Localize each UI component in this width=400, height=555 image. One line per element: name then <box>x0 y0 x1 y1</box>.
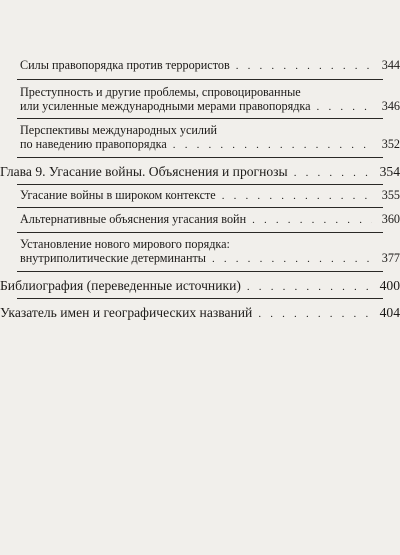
toc-entry-title-line: Преступность и другие проблемы, спровоцированные <box>20 85 301 99</box>
toc-chapter-title: Глава 9. Угасание войны. Объяснения и прогнозы <box>0 164 288 179</box>
divider <box>17 298 383 299</box>
toc-page-number: 354 <box>379 164 400 179</box>
toc-entry[interactable] <box>0 58 400 73</box>
toc-page-number: 355 <box>381 188 400 202</box>
toc-entry-title: Угасание войны в широком контексте <box>20 188 216 202</box>
dot-leader <box>258 306 372 322</box>
toc-page-number: 346 <box>381 99 400 113</box>
toc-chapter-title: Библиография (переведенные источники) <box>0 278 241 293</box>
divider <box>17 271 383 272</box>
dot-leader <box>247 279 372 295</box>
toc-entry-title-line: внутриполитические детерминанты <box>20 251 206 265</box>
divider <box>17 184 383 185</box>
divider <box>17 232 383 233</box>
toc-entry[interactable] <box>0 212 400 227</box>
toc-page-number: 352 <box>381 137 400 151</box>
dot-leader <box>212 252 372 266</box>
toc-entry[interactable] <box>0 237 400 266</box>
toc-page-number: 377 <box>381 251 400 265</box>
dot-leader <box>173 138 372 152</box>
toc-entry[interactable] <box>0 123 400 152</box>
toc-chapter-entry[interactable] <box>0 305 400 322</box>
toc-chapter-entry[interactable] <box>0 278 400 295</box>
toc-entry[interactable] <box>0 85 400 114</box>
toc-entry-title: Силы правопорядка против террористов <box>20 58 230 72</box>
toc-page-number: 404 <box>379 305 400 320</box>
toc-page-number: 400 <box>379 278 400 293</box>
dot-leader <box>236 59 372 73</box>
divider <box>17 207 383 208</box>
toc-chapter-title: Указатель имен и географических названий <box>0 305 253 320</box>
dot-leader <box>317 100 372 114</box>
toc-page-number: 360 <box>381 212 400 226</box>
toc-entry-title-line: по наведению правопорядка <box>20 137 167 151</box>
toc-entry-title-line: или усиленные международными мерами правопорядка <box>20 99 311 113</box>
divider <box>17 79 383 80</box>
toc-entry-title-line: Перспективы международных усилий <box>20 123 218 137</box>
dot-leader <box>294 165 372 181</box>
divider <box>17 157 383 158</box>
toc-entry[interactable] <box>0 188 400 203</box>
divider <box>17 118 383 119</box>
dot-leader <box>222 189 372 203</box>
toc-entry-title-line: Установление нового мирового порядка: <box>20 237 230 251</box>
toc-page-number: 344 <box>381 58 400 72</box>
dot-leader <box>252 213 372 227</box>
toc-entry-title: Альтернативные объяснения угасания войн <box>20 212 247 226</box>
toc-chapter-entry[interactable] <box>0 164 400 181</box>
